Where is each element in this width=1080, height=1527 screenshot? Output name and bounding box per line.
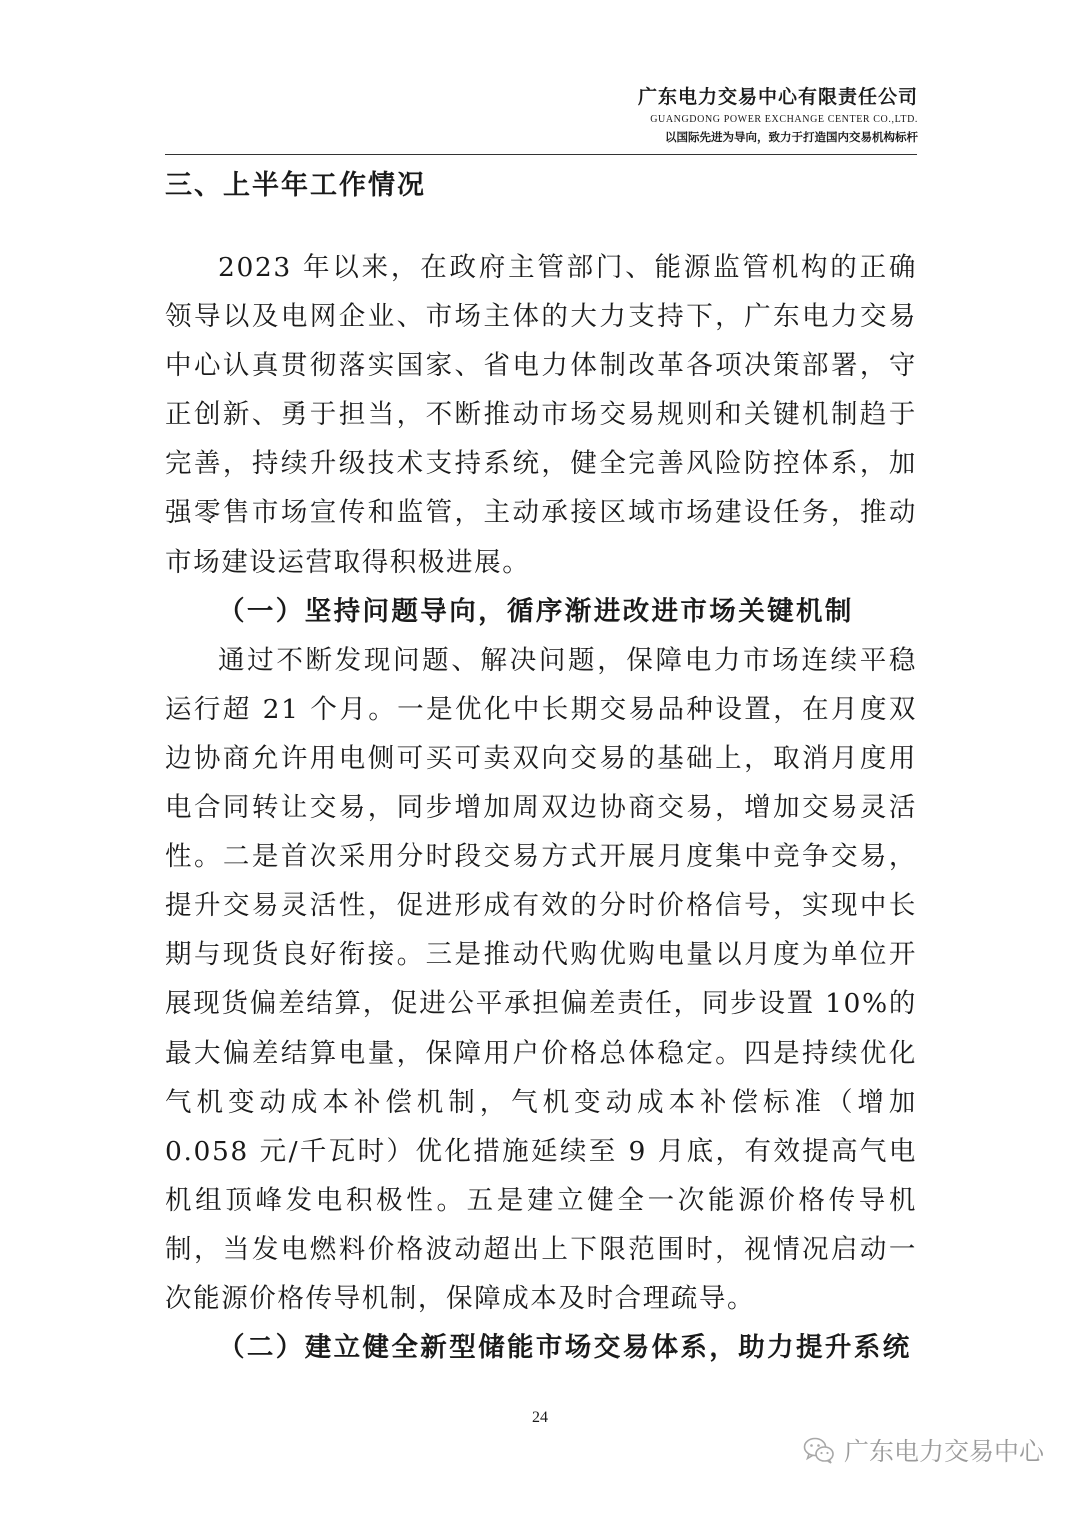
company-slogan: 以国际先进为导向，致力于打造国内交易机构标杆 [665,130,918,144]
body-text [165,243,917,1372]
watermark [802,1432,1044,1468]
wechat-icon [802,1433,836,1467]
watermark-text: 广东电力交易中心 [843,1437,1044,1466]
header-divider [165,154,917,155]
paragraph-mechanisms: 通过不断发现问题、解决问题，保障电力市场连续平稳运行超 21 个月。一是优化中长期交易品种设置，在月度双边协商允许用电侧可买可卖双向交易的基础上，取消月度用电合同转让交易，同步增加周双边协商交易，增加交易灵活性。二是首次采用分时段交易方式开展月度集中竞争交易，提升交易灵活性，促进形成有效的分时价格信号，实现中长期与现货良好衔接。三是推动代购优购电量以月度为单位开展现货偏差结算，促进公平承担偏差责任，同步设置 10%的最大偏差结算电量，保障用户价格总体稳定。四是持续优化气机变动成本补偿机制，气机变动成本补偿标准（增加 0.058 元/千瓦时）优化措施延续至 9 月底，有效提高气电机组顶峰发电积极性。五是建立健全一次能源价格传导机制，当发电燃料价格波动超出上下限范围时，视情况启动一次能源价格传导机制，保障成本及时合理疏导。 [165,644,917,1314]
page-header [638,84,918,145]
subheading-2: （二）建立健全新型储能市场交易体系，助力提升系统 [218,1332,912,1364]
page-number: 24 [532,1409,548,1426]
company-name-cn: 广东电力交易中心有限责任公司 [637,86,918,108]
paragraph-intro: 2023 年以来，在政府主管部门、能源监管机构的正确领导以及电网企业、市场主体的大力支持下，广东电力交易中心认真贯彻落实国家、省电力体制改革各项决策部署，守正创新、勇于担当，不断推动市场交易规则和关键机制趋于完善，持续升级技术支持系统，健全完善风险防控体系，加强零售市场宣传和监管，主动承接区域市场建设任务，推动市场建设运营取得积极进展。 [165,252,917,578]
company-name-en: GUANGDONG POWER EXCHANGE CENTER CO.,LTD. [650,114,918,125]
section-title: 三、上半年工作情况 [165,170,426,201]
subheading-1: （一）坚持问题导向，循序渐进改进市场关键机制 [218,595,854,627]
